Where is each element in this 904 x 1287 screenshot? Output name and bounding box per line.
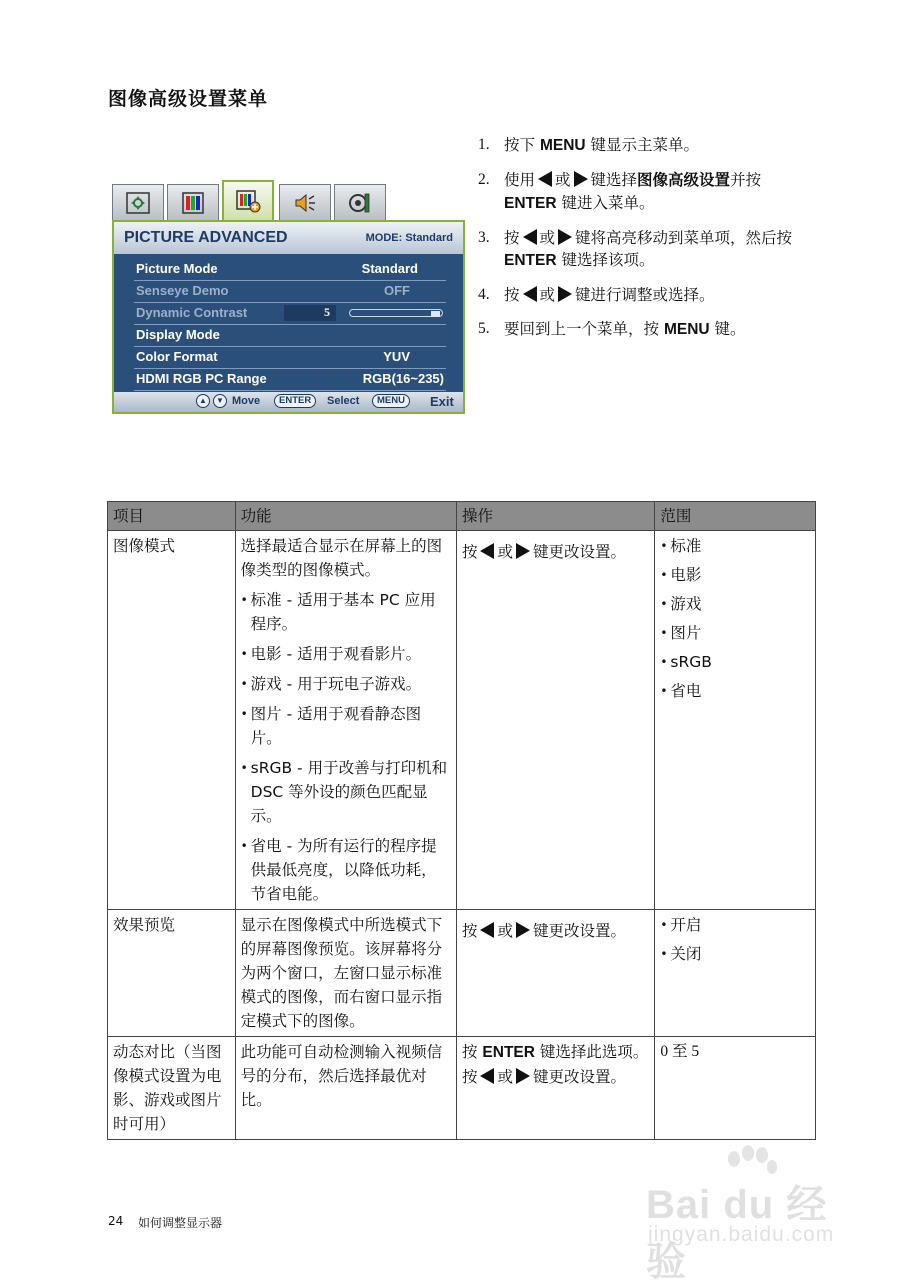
down-arrow-icon: ▼ — [213, 394, 227, 408]
osd-row-value: RGB(16~235) — [362, 371, 444, 386]
cell-operation — [456, 531, 654, 910]
section-title: 图像高级设置菜单 — [108, 88, 269, 110]
step-text: 键选择 — [590, 171, 638, 189]
step-text: 并按 — [730, 171, 762, 189]
step-text: 按下 — [504, 136, 540, 154]
osd-footer — [114, 392, 463, 412]
right-arrow-icon — [558, 286, 572, 302]
step-text: 或 — [539, 229, 556, 247]
footer-move-label: Move — [232, 395, 261, 407]
table-row-senseye-demo — [108, 910, 816, 1037]
list-item: • 省电 - 为所有运行的程序提供最低亮度，以降低功耗，节省电能。 — [241, 834, 451, 906]
op-text: 键更改设置。 — [533, 922, 627, 940]
cell-range: 0 至 5 — [655, 1037, 816, 1140]
table-row-picture-mode — [108, 531, 816, 910]
osd-row-hdmi-rgb-range — [134, 368, 446, 391]
enter-key-label: ENTER — [504, 195, 557, 212]
cell-operation — [456, 910, 654, 1037]
dynamic-contrast-slider — [349, 309, 443, 317]
baidu-watermark — [640, 1145, 860, 1284]
page-number: 24 — [108, 1214, 124, 1228]
left-arrow-icon — [523, 286, 537, 302]
cell-item: 动态对比（当图像模式设置为电影、游戏或图片时可用） — [108, 1037, 236, 1140]
enter-key-label: ENTER — [482, 1044, 535, 1061]
step-text: 按 — [504, 229, 520, 247]
display-settings-icon — [123, 190, 153, 216]
right-arrow-icon — [558, 229, 572, 245]
cell-function: 显示在图像模式中所选模式下的屏幕图像预览。该屏幕将分为两个窗口，左窗口显示标准模式的图像，而右窗口显示指定模式下的图像。 — [235, 910, 456, 1037]
left-arrow-icon — [523, 229, 537, 245]
cell-item: 图像模式 — [108, 531, 236, 910]
osd-row-value: Standard — [361, 261, 418, 276]
step-3 — [478, 227, 818, 272]
osd-row-dynamic-contrast — [134, 302, 446, 325]
picture-advanced-tab — [222, 180, 274, 220]
list-item: • 游戏 — [660, 592, 810, 616]
op-text: 按 — [461, 922, 478, 940]
footer-exit-label: Exit — [430, 394, 454, 409]
cell-range — [655, 531, 816, 910]
osd-tabs — [112, 184, 465, 220]
step-number: 5. — [478, 320, 490, 337]
step-number: 4. — [478, 286, 490, 303]
step-text: 键。 — [709, 320, 746, 338]
right-arrow-icon — [574, 171, 588, 187]
picture-tab — [167, 184, 219, 220]
op-text: 按 — [461, 1043, 483, 1061]
osd-row-value: OFF — [384, 283, 410, 298]
header-item: 项目 — [108, 502, 236, 531]
audio-tab — [279, 184, 331, 220]
osd-row-label: Picture Mode — [136, 261, 218, 276]
left-arrow-icon — [480, 1068, 494, 1084]
left-arrow-icon — [480, 922, 494, 938]
left-arrow-icon — [480, 543, 494, 559]
op-text: 键更改设置。 — [533, 543, 627, 561]
system-gear-icon — [345, 190, 375, 216]
instruction-steps — [478, 134, 818, 353]
step-text: 键显示主菜单。 — [585, 136, 700, 154]
osd-title: PICTURE ADVANCED — [124, 229, 288, 246]
osd-row-label: HDMI RGB PC Range — [136, 371, 267, 386]
enter-key-icon: ENTER — [274, 394, 316, 408]
watermark-brand: Bai du 经验 — [646, 1183, 828, 1284]
step-2 — [478, 169, 818, 215]
op-text: 或 — [497, 1068, 513, 1086]
osd-row-label: Display Mode — [136, 327, 220, 342]
step-text: 键将高亮移动到菜单项，然后按 — [575, 229, 793, 247]
footer-section-name: 如何调整显示器 — [138, 1216, 223, 1230]
list-item: • 电影 — [660, 563, 810, 587]
menu-key-icon: MENU — [372, 394, 410, 408]
step-number: 2. — [478, 171, 490, 188]
op-text: 或 — [497, 543, 513, 561]
osd-row-label: Color Format — [136, 349, 218, 364]
step-4 — [478, 284, 818, 306]
step-text: 按 — [504, 286, 520, 304]
cell-function: 此功能可自动检测输入视频信号的分布，然后选择最优对比。 — [235, 1037, 456, 1140]
picture-advanced-icon — [233, 188, 263, 214]
step-5 — [478, 318, 818, 341]
right-arrow-icon — [516, 1068, 530, 1084]
op-text: 按 — [461, 543, 478, 561]
op-text: 或 — [497, 922, 513, 940]
osd-row-display-mode — [134, 324, 446, 347]
step-text: 或 — [555, 171, 571, 189]
osd-row-picture-mode — [134, 258, 446, 281]
watermark-url: jingyan.baidu.com — [648, 1223, 835, 1246]
list-item: • 电影 - 适用于观看影片。 — [241, 642, 451, 666]
table-row-dynamic-contrast — [108, 1037, 816, 1140]
step-text: 键选择该项。 — [556, 251, 655, 269]
menu-key-label: MENU — [539, 137, 586, 154]
list-item: • sRGB - 用于改善与打印机和 DSC 等外设的颜色匹配显示。 — [241, 756, 451, 828]
system-tab — [334, 184, 386, 220]
cell-function — [235, 531, 456, 910]
step-text: 或 — [539, 286, 556, 304]
osd-body — [112, 220, 465, 414]
menu-name-label: 图像高级设置 — [637, 172, 731, 189]
header-operation: 操作 — [456, 502, 654, 531]
list-item: • 图片 — [660, 621, 810, 645]
list-item: • 图片 - 适用于观看静态图片。 — [241, 702, 451, 750]
op-text: 键更改设置。 — [533, 1068, 627, 1086]
cell-item: 效果预览 — [108, 910, 236, 1037]
mode-list — [241, 588, 451, 906]
step-text: 使用 — [504, 171, 536, 189]
menu-key-label: MENU — [663, 321, 710, 338]
osd-row-label: Dynamic Contrast — [136, 305, 248, 320]
range-list — [660, 913, 810, 966]
op-text: 键选择此选项。按 — [461, 1043, 649, 1086]
speaker-icon — [290, 190, 320, 216]
header-function: 功能 — [235, 502, 456, 531]
list-item: • 标准 - 适用于基本 PC 应用程序。 — [241, 588, 451, 636]
step-text: 键进行调整或选择。 — [575, 286, 715, 304]
osd-row-senseye-demo — [134, 280, 446, 303]
osd-row-color-format — [134, 346, 446, 369]
step-text: 要回到上一个菜单，按 — [504, 320, 664, 338]
header-range: 范围 — [655, 502, 816, 531]
osd-header — [114, 222, 463, 254]
right-arrow-icon — [516, 922, 530, 938]
step-1 — [478, 134, 818, 157]
osd-mode: MODE: Standard — [365, 232, 453, 244]
settings-table — [107, 501, 816, 1140]
enter-key-label: ENTER — [504, 252, 557, 269]
list-item: • 关闭 — [660, 942, 810, 966]
step-number: 3. — [478, 229, 490, 246]
cell-operation — [456, 1037, 654, 1140]
range-list — [660, 534, 810, 703]
footer-select-label: Select — [327, 395, 360, 407]
right-arrow-icon — [516, 543, 530, 559]
step-number: 1. — [478, 136, 490, 153]
step-text: 键进入菜单。 — [556, 194, 655, 212]
osd-row-label: Senseye Demo — [136, 283, 229, 298]
dynamic-contrast-slider-knob — [431, 311, 440, 317]
picture-icon — [178, 190, 208, 216]
dynamic-contrast-value: 5 — [324, 305, 330, 319]
up-arrow-icon: ▲ — [196, 394, 210, 408]
list-item: • sRGB — [660, 650, 810, 674]
osd-row-value: YUV — [383, 349, 410, 364]
list-item: • 开启 — [660, 913, 810, 937]
left-arrow-icon — [538, 171, 552, 187]
function-intro: 选择最适合显示在屏幕上的图像类型的图像模式。 — [240, 537, 443, 579]
osd-menu — [112, 184, 465, 414]
list-item: • 省电 — [660, 679, 810, 703]
list-item: • 标准 — [660, 534, 810, 558]
cell-range — [655, 910, 816, 1037]
table-header-row — [108, 502, 816, 531]
display-tab — [112, 184, 164, 220]
list-item: • 游戏 - 用于玩电子游戏。 — [241, 672, 451, 696]
